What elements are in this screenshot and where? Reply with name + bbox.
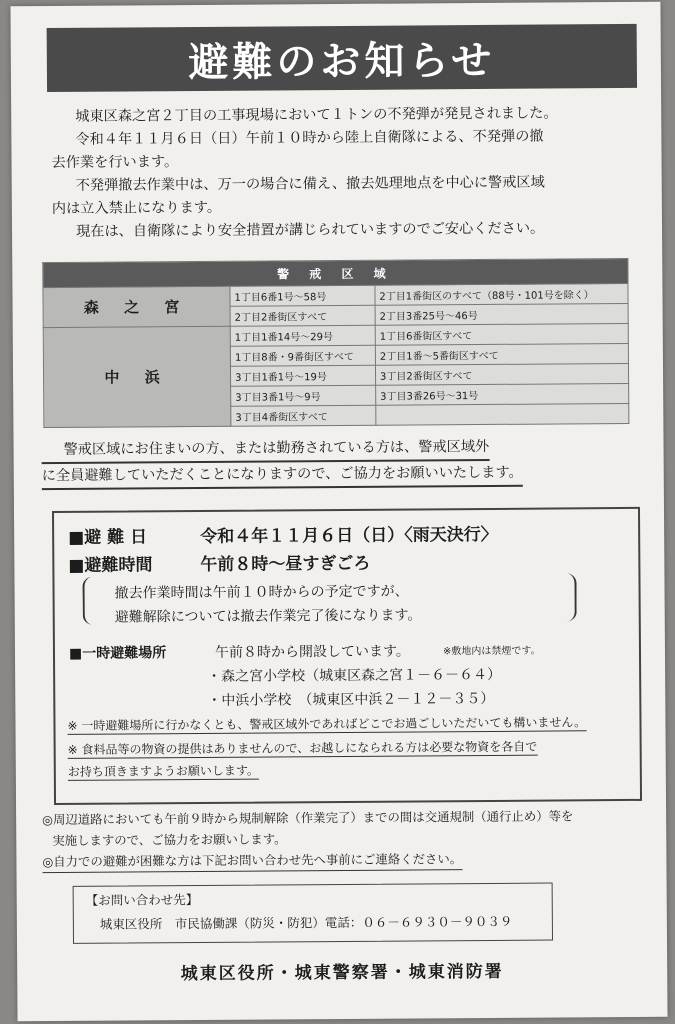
note-line: ※ 食料品等の物資の提供はありませんので、お越しになられる方は必要な物資を各自で [67, 739, 538, 757]
zone-cell: 1丁目6番1号～58号 [230, 285, 375, 306]
note-line: ※ 一時避難場所に行かなくとも、警戒区域外であればどこでお過ごしいただいても構いません。 [67, 715, 587, 733]
zone-cell: 3丁目3番1号～9号 [231, 385, 376, 406]
contact-body: 城東区役所 市民協働課（防災・防犯）電話：０６－６９３０－９０３９ [99, 913, 513, 932]
shelter-label: ■一時避難場所 [68, 645, 167, 662]
note-wrapper [68, 762, 259, 781]
area-name: 中 浜 [43, 326, 231, 427]
time-note-line: 避難解除については撤去作業完了後になります。 [114, 607, 422, 626]
contact-heading: 【お問い合わせ先】 [85, 891, 199, 908]
evac-time-label: ■避難時間 [68, 555, 153, 576]
evacuation-request [41, 434, 641, 490]
note-wrapper [67, 713, 586, 735]
notice-line: に全員避難していただくことになりますので、ご協力をお願いいたします。 [42, 461, 523, 490]
area-name: 森 之 宮 [43, 286, 230, 327]
intro-line: 城東区森之宮２丁目の工事現場において１トンの不発弾が発見されました。 [75, 105, 558, 125]
zone-cell [376, 403, 629, 425]
evac-date-value: 令和４年１１月６日（日）〈雨天決行〉 [200, 524, 498, 547]
zone-cell: 3丁目3番26号～31号 [376, 383, 629, 405]
note-wrapper [68, 738, 538, 759]
intro-line: 現在は、自衛隊により安全措置が講じられていますのでご安心ください。 [75, 220, 545, 240]
zone-cell: 2丁目1番街区のすべて（88号・101号を除く） [375, 283, 628, 305]
footnote-line: 実施しますので、ご協力をお願いします。 [52, 831, 287, 849]
notice-line: 警戒区域にお住まいの方、または勤務されている方は、警戒区域外 [41, 435, 489, 464]
evacuation-notice-sheet [10, 2, 667, 1022]
shelter-open: 午前８時から開設しています。 [214, 643, 410, 661]
zone-cell: 1丁目8番・9番街区すべて [230, 345, 375, 366]
evac-date-label: ■避 難 日 [68, 527, 148, 548]
zone-cell: 2丁目3番25号～46号 [375, 303, 628, 325]
footnote-line: ◎自力での避難が困難な方は下記お問い合わせ先へ事前にご連絡ください。 [42, 848, 462, 873]
shelter-item: ・中浜小学校 （城東区中浜２－１２－３５） [207, 690, 495, 709]
shelter-item: ・森之宮小学校（城東区森之宮１－６－６４） [207, 666, 502, 685]
issuer-line: 城東区役所・城東警察署・城東消防署 [180, 961, 504, 985]
footnote-line: ◎周辺道路においても午前９時から規制解除（作業完了）までの間は交通規制（通行止め）等を [42, 808, 574, 828]
zone-cell: 1丁目1番14号～29号 [230, 325, 375, 346]
zone-cell: 2丁目2番街区すべて [230, 305, 375, 326]
zone-cell: 1丁目6番街区すべて [375, 323, 628, 345]
intro-line: 令和４年１１月６日（日）午前１０時から陸上自衛隊による、不発弾の撤 [75, 128, 544, 148]
note-line: お持ち頂きますようお願いします。 [67, 763, 259, 779]
time-note-line: 撤去作業時間は午前１０時からの予定ですが、 [114, 583, 409, 602]
zone-cell: 2丁目1番～5番街区すべて [375, 343, 628, 365]
zone-cell: 3丁目4番街区すべて [231, 405, 376, 426]
intro-paragraph [51, 102, 652, 244]
contact-box [73, 883, 553, 944]
zone-cell: 3丁目2番街区すべて [375, 363, 628, 385]
footnotes [42, 805, 652, 873]
intro-line: 去作業を行います。 [51, 154, 179, 171]
shelter-note: ※敷地内は禁煙です。 [442, 645, 541, 658]
schedule-box [52, 507, 642, 805]
zone-cell: 3丁目1番1号～19号 [230, 365, 375, 386]
page-title: 避難のお知らせ [47, 24, 637, 92]
zone-table-header: 警 戒 区 域 [43, 258, 628, 287]
warning-zone-table [42, 258, 629, 428]
intro-line: 内は立入禁止になります。 [51, 199, 222, 217]
evac-time-value: 午前８時～昼すぎごろ [200, 553, 371, 575]
intro-line: 不発弾撤去作業中は、万一の場合に備え、撤去処理地点を中心に警戒区域 [75, 174, 545, 194]
